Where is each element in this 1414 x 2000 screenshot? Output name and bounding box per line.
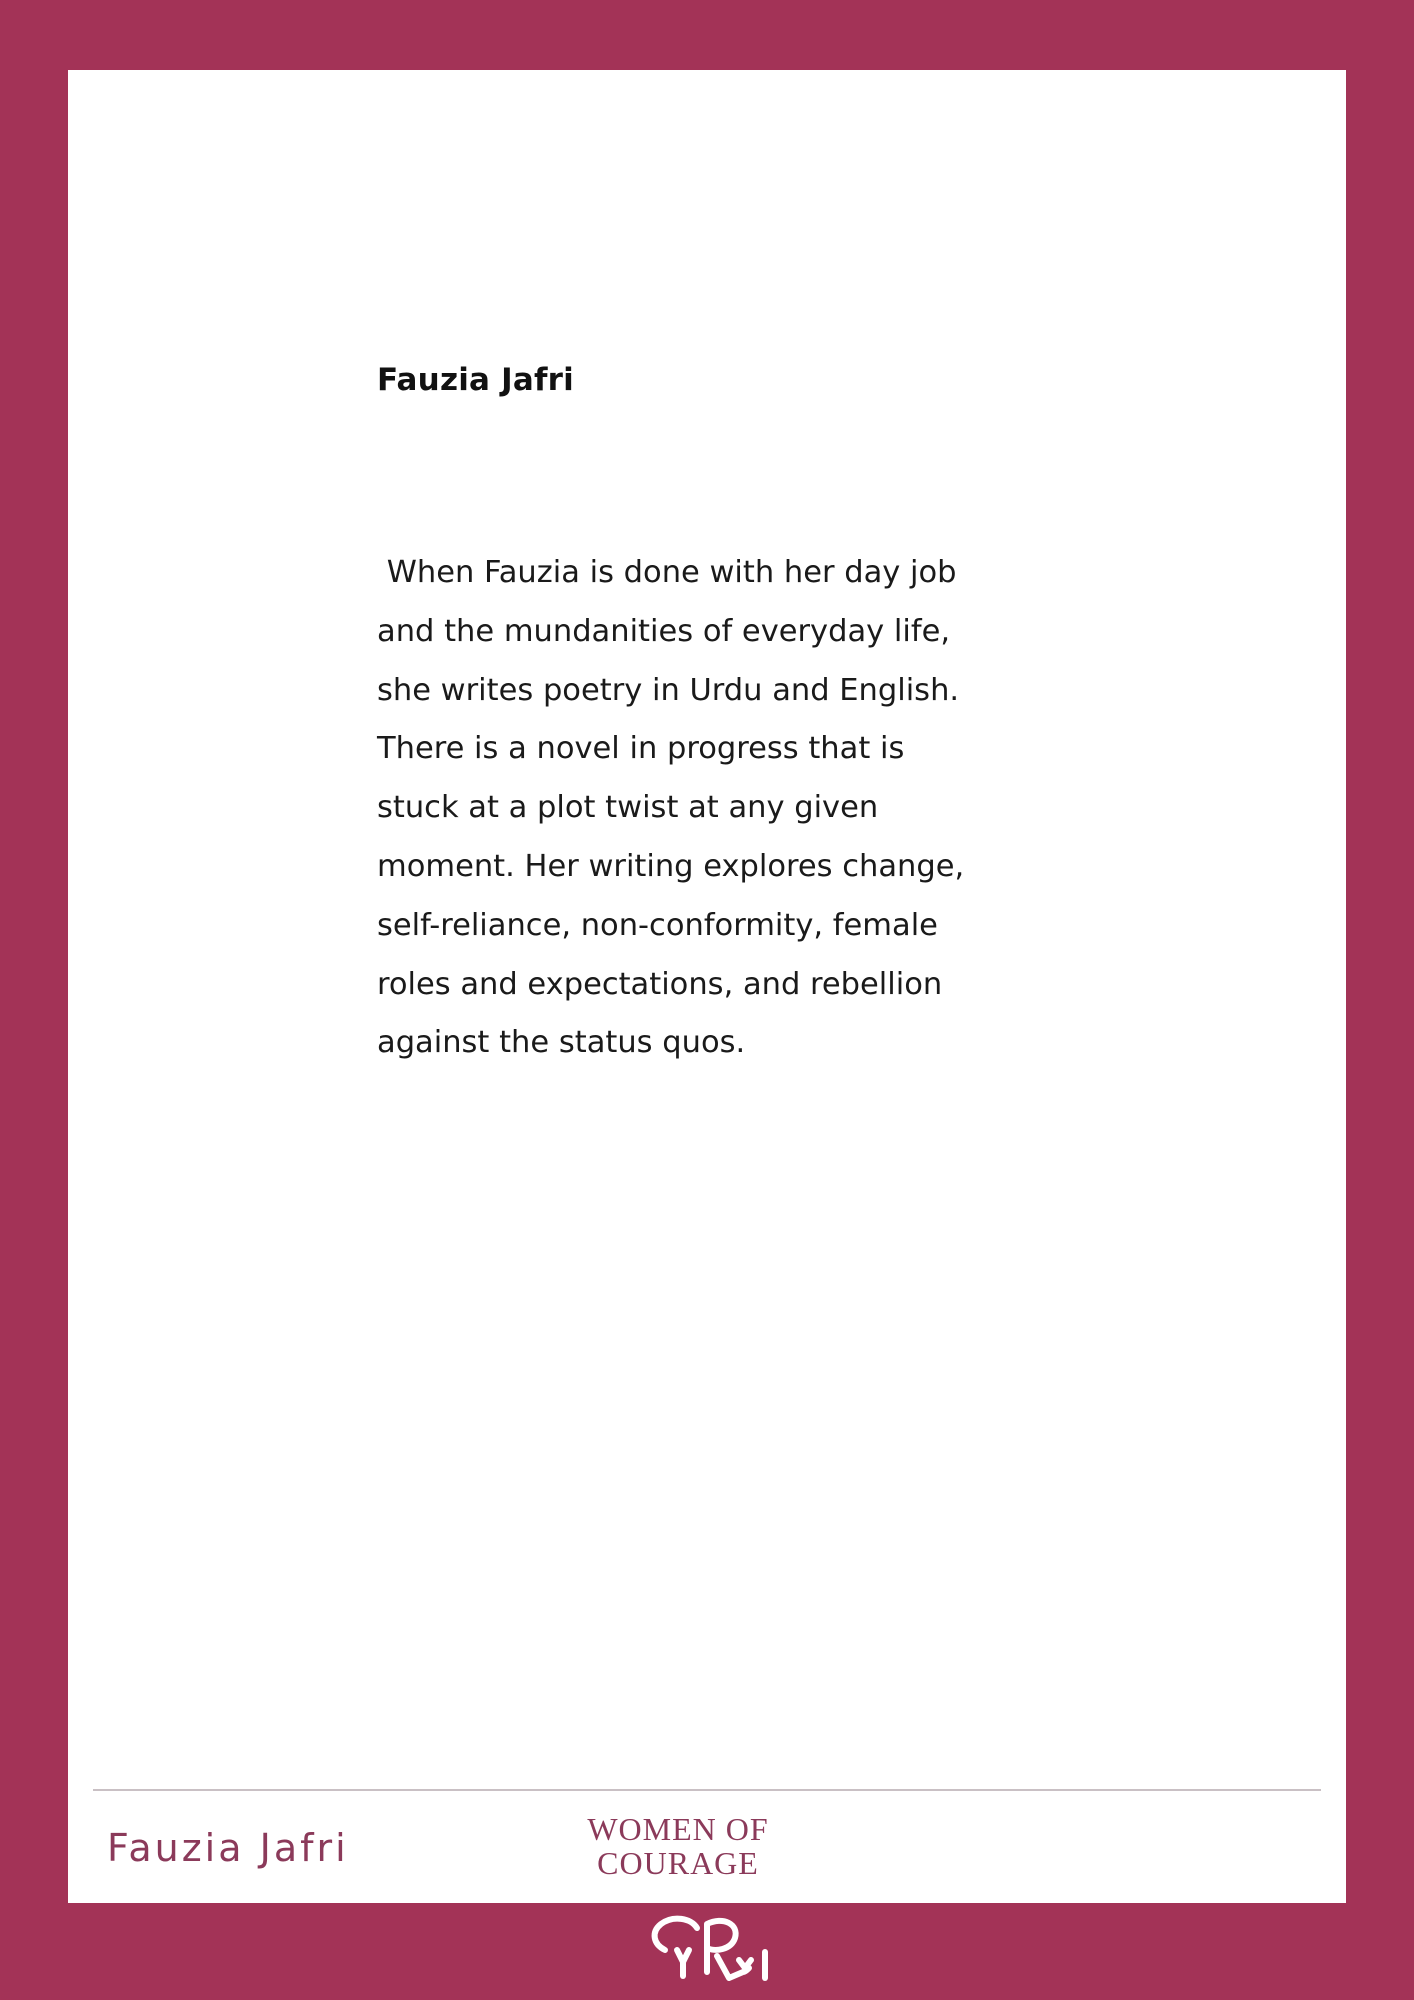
footer-author-name: Fauzia Jafri	[107, 1826, 349, 1870]
author-heading: Fauzia Jafri	[377, 362, 574, 398]
series-title-line-2: COURAGE	[597, 1845, 759, 1881]
footer-divider	[93, 1789, 1321, 1791]
document-page	[68, 70, 1346, 1903]
series-title-line-1: WOMEN OF	[587, 1811, 769, 1847]
signature-logo-icon	[645, 1910, 771, 1992]
author-bio: When Fauzia is done with her day job and the mundanities of everyday life, she writes poetry in Urdu and English. There is a novel in progress that is stuck at a plot twist at any given moment. Her writing explores change, self-reliance, non-conformity, female roles and expectations, and rebellion against the status quos.	[377, 555, 965, 1061]
series-title	[553, 1812, 803, 1880]
